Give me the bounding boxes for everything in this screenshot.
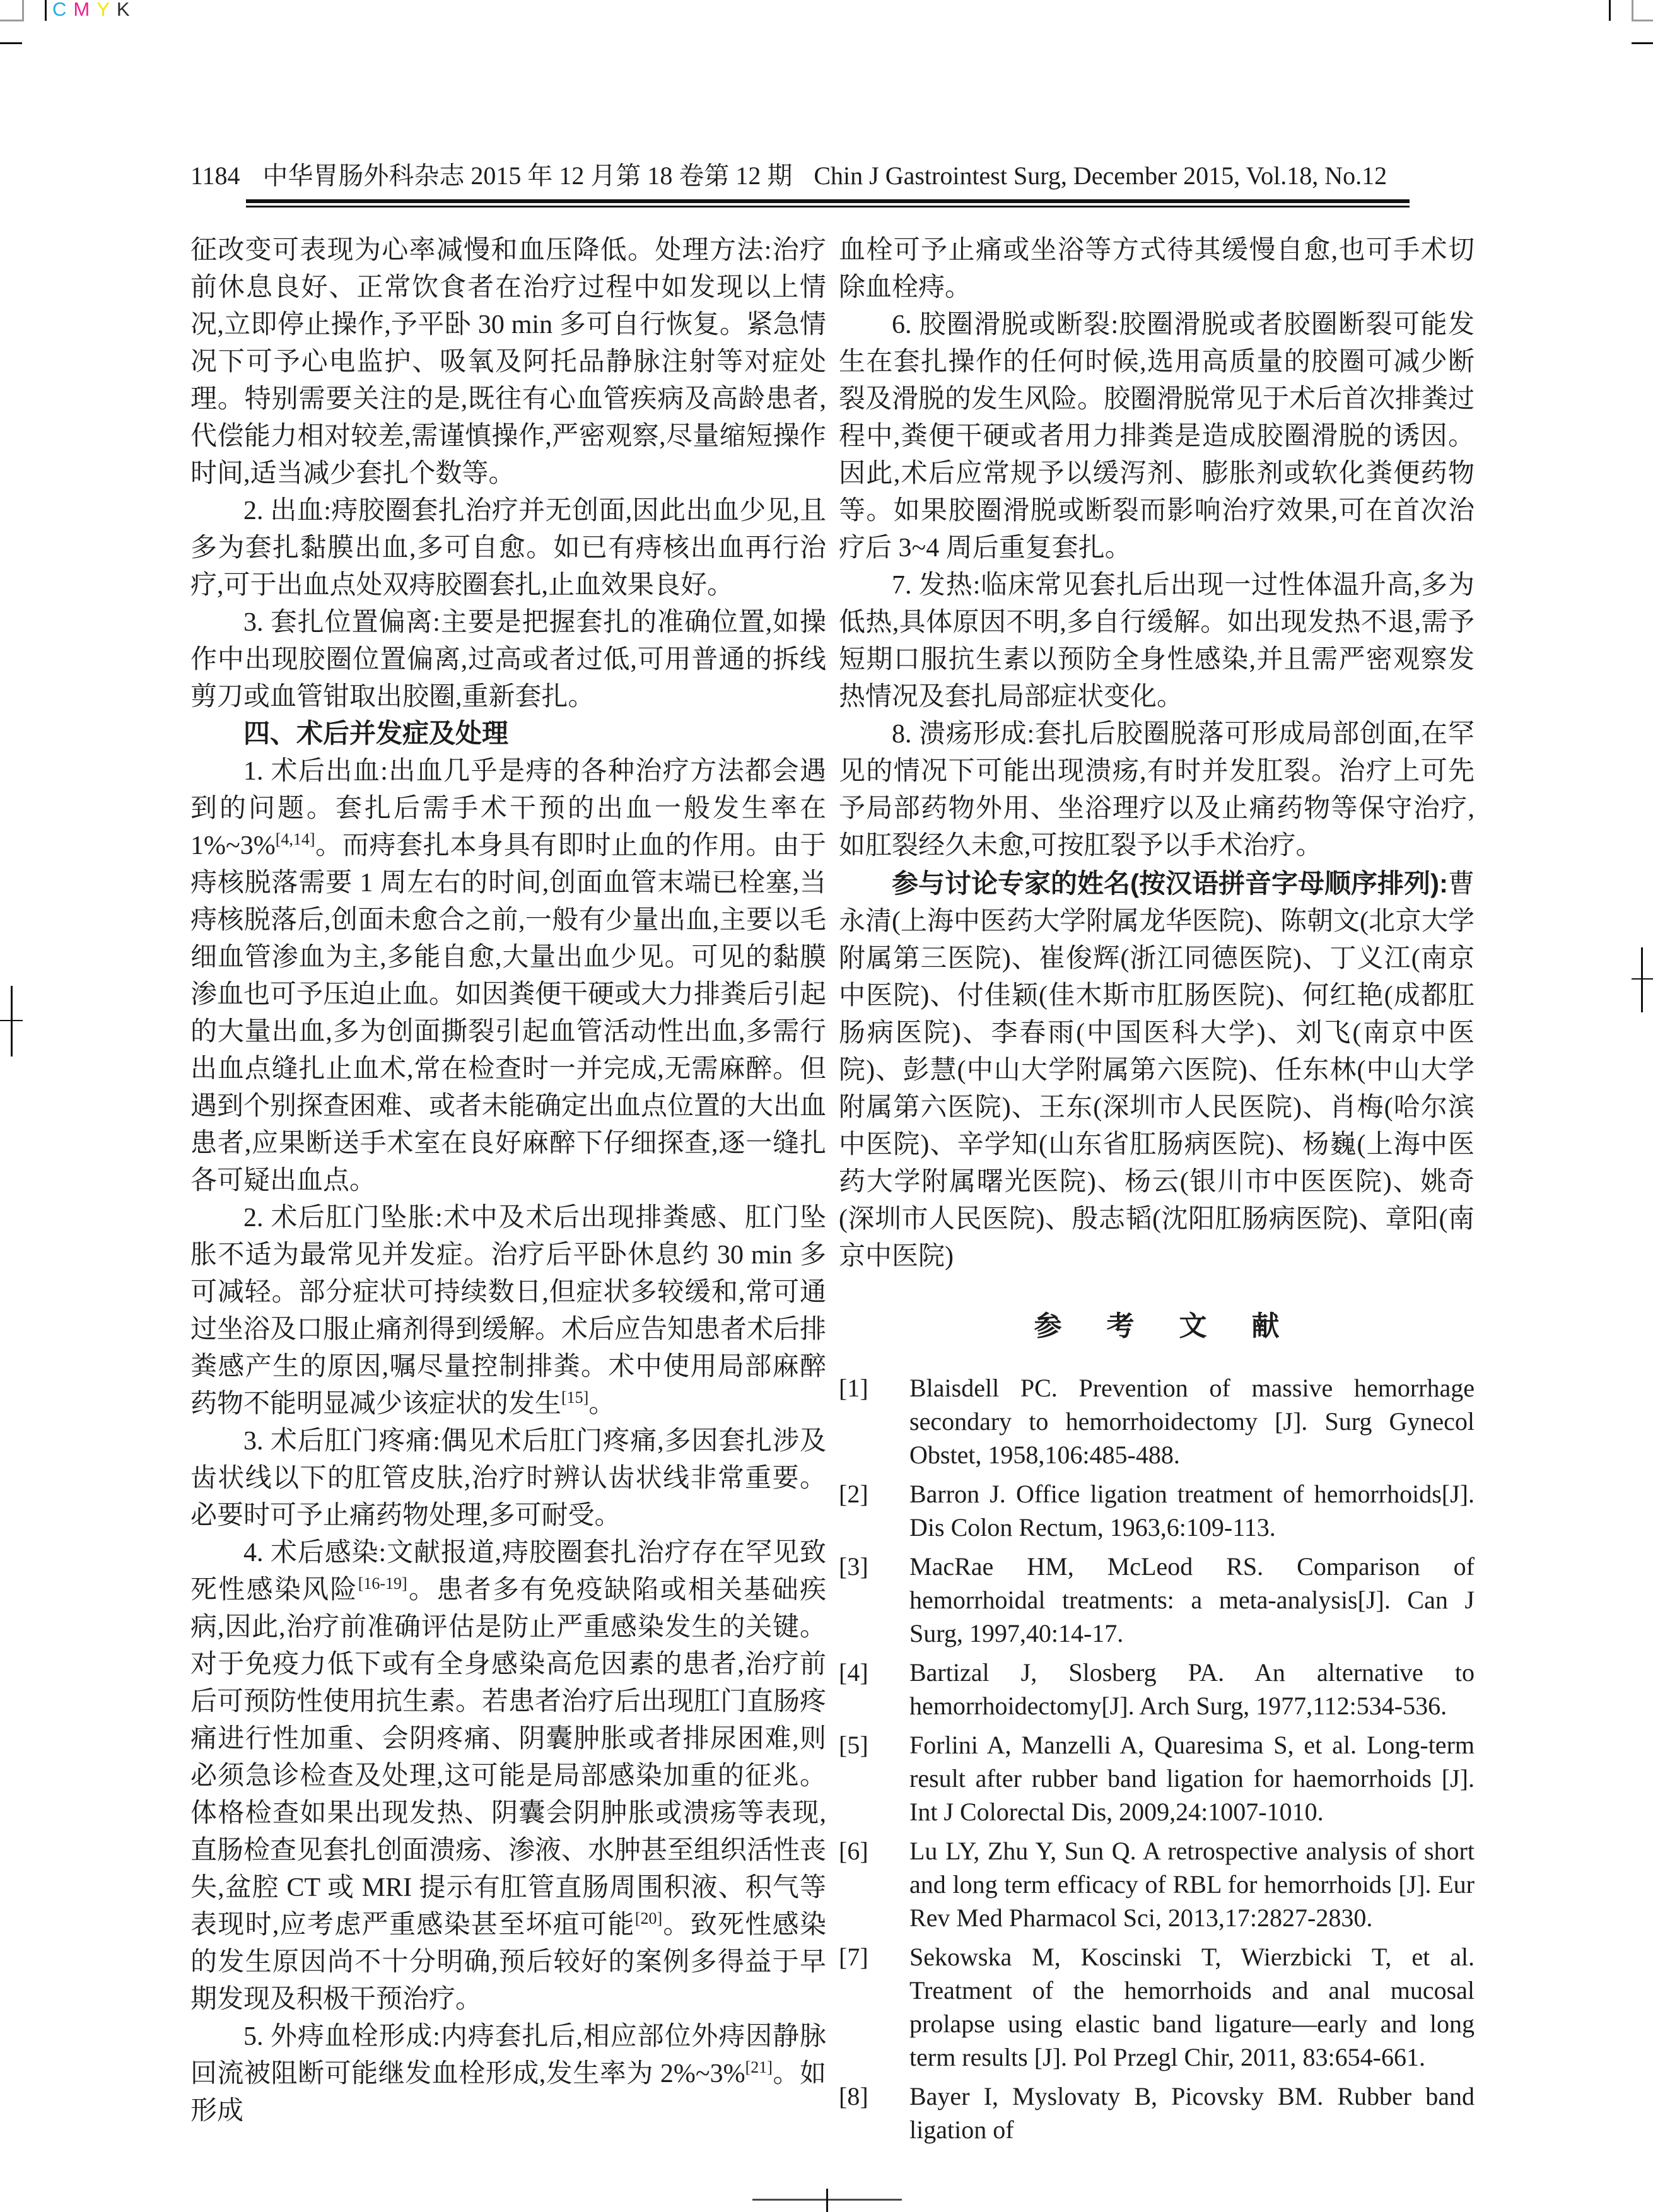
paragraph-ulcer-formation bbox=[839, 716, 1475, 865]
crop-line-top-right-horizontal bbox=[1632, 42, 1653, 44]
citation-marker: [21] bbox=[745, 2058, 773, 2076]
section-heading-text: 四、术后并发症及处理 bbox=[243, 720, 509, 749]
reference-number: [2] bbox=[839, 1480, 868, 1508]
references-title: 参 考 文 献 bbox=[1034, 1311, 1299, 1342]
page-number: 1184 bbox=[190, 161, 240, 190]
cmyk-cyan-letter: C bbox=[52, 0, 74, 20]
header-rule-thin-line bbox=[246, 206, 1410, 208]
paragraph-text: 血栓可予止痛或坐浴等方式待其缓慢自愈,也可手术切除血栓痔。 bbox=[839, 236, 1475, 302]
crop-square-top-right bbox=[1632, 0, 1653, 21]
paragraph-text: 。而痔套扎本身具有即时止血的作用。由于痔核脱落需要 1 周左右的时间,创面血管末端已栓塞,当痔核脱落后,创面未愈合之前,一般有少量出血,主要以毛细血管渗血为主,多能自愈,大量出血少见。可见的黏膜渗血也可予压迫止血。如因粪便干硬或大力排粪后引起的大量出血,多为创面撕裂引起血管活动性出血,多需行出血点缝扎止血术,常在检查时一并完成,无需麻醉。但遇到个别探查困难、或者未能确定出血点位置的大出血患者,应果断送手术室在良好麻醉下仔细探查,逐一缝扎各可疑出血点。 bbox=[190, 831, 827, 1195]
reference-text: Forlini A, Manzelli A, Quaresima S, et al. Long-term result after rubber band ligation for haemorrhoids [J]. Int J Colorectal Dis, 2009,24:1007-1010. bbox=[909, 1731, 1475, 1826]
reference-item bbox=[839, 1371, 1475, 1472]
paragraph-thrombosis bbox=[190, 2018, 826, 2130]
paragraph-text: 2. 出血:痔胶圈套扎治疗并无创面,因此出血少见,且多为套扎黏膜出血,多可自愈。如已有痔核出血再行治疗,可于出血点处双痔胶圈套扎,止血效果良好。 bbox=[190, 496, 826, 600]
register-cross-right-vertical bbox=[1641, 947, 1643, 1012]
paragraph-text: 征改变可表现为心率减慢和血压降低。处理方法:治疗前休息良好、正常饮食者在治疗过程中如发现以上情况,立即停止操作,予平卧 30 min 多可自行恢复。紧急情况下可予心电监护、吸氧及阿托品静脉注射等对症处理。特别需要关注的是,既往有心血管疾病及高龄患者,代偿能力相对较差,需谨慎操作,严密观察,尽量缩短操作时间,适当减少套扎个数等。 bbox=[190, 236, 826, 488]
references-list bbox=[839, 1371, 1475, 2146]
register-cross-bottom-vertical bbox=[826, 2189, 828, 2212]
paragraph-text: 4. 术后感染:文献报道,痔胶圈套扎治疗存在罕见致死性感染风险 bbox=[190, 1538, 826, 1605]
reference-text: Sekowska M, Koscinski T, Wierzbicki T, et al. Treatment of the hemorrhoids and anal mucosal prolapse using elastic band ligature—early and long term results [J]. Pol Przegl Chir, 2011, 83:654-661. bbox=[909, 1943, 1475, 2071]
reference-item bbox=[839, 1834, 1475, 1934]
header-rule bbox=[246, 199, 1410, 208]
reference-text: MacRae HM, McLeod RS. Comparison of hemorrhoidal treatments: a meta-analysis[J]. Can J Surg, 1997,40:14-17. bbox=[909, 1552, 1475, 1647]
citation-marker: [16-19] bbox=[358, 1574, 407, 1593]
reference-number: [6] bbox=[839, 1837, 868, 1865]
reference-number: [3] bbox=[839, 1552, 868, 1581]
running-head bbox=[190, 161, 1410, 190]
section-heading-postop-complications bbox=[190, 716, 826, 753]
reference-item bbox=[839, 1728, 1475, 1829]
paragraph-experts bbox=[839, 865, 1475, 1275]
paragraph-text: 。 bbox=[588, 1390, 616, 1419]
crop-line-top-left-vertical bbox=[45, 0, 47, 21]
header-rule-thick-line bbox=[246, 199, 1410, 203]
paragraph-text: 。致死性感染的发生原因尚不十分明确,预后较好的案例多得益于早期发现及积极干预治疗。 bbox=[190, 1911, 826, 2014]
reference-item bbox=[839, 1550, 1475, 1650]
paragraph-text: 2. 术后肛门坠胀:术中及术后出现排粪感、肛门坠胀不适为最常见并发症。治疗后平卧休息约 30 min 多可减轻。部分症状可持续数日,但症状多较缓和,常可通过坐浴及口服止痛剂得到缓解。术后应告知患者术后排粪感产生的原因,嘱尽量控制排粪。术中使用局部麻醉药物不能明显减少该症状的发生 bbox=[190, 1203, 827, 1419]
register-cross-left-vertical bbox=[11, 986, 13, 1056]
paragraph-text: 。如形成 bbox=[190, 2059, 826, 2126]
journal-title-line bbox=[240, 161, 1410, 190]
journal-title-chinese: 中华胃肠外科杂志 2015 年 12 月第 18 卷第 12 期 bbox=[262, 161, 793, 190]
experts-names: 曹永清(上海中医药大学附属龙华医院)、陈朝文(北京大学附属第三医院)、崔俊辉(浙江同德医院)、丁义江(南京中医院)、付佳颖(佳木斯市肛肠医院)、何红艳(成都肛肠病医院)、李春雨(中国医科大学)、刘飞(南京中医院)、彭慧(中山大学附属第六医院)、任东林(中山大学附属第六医院)、王东(深圳市人民医院)、肖梅(哈尔滨中医院)、辛学知(山东省肛肠病医院)、杨巍(上海中医药大学附属曙光医院)、杨云(银川市中医医院)、姚奇(深圳市人民医院)、殷志韬(沈阳肛肠病医院)、章阳(南京中医院) bbox=[839, 870, 1475, 1271]
cmyk-yellow-letter: Y bbox=[96, 0, 117, 20]
citation-marker: [15] bbox=[561, 1388, 589, 1407]
paragraph-continuation bbox=[839, 232, 1475, 307]
paragraph-text: 5. 外痔血栓形成:内痔套扎后,相应部位外痔因静脉回流被阻断可能继发血栓形成,发生率为 2%~3% bbox=[190, 2022, 826, 2088]
reference-item bbox=[839, 1477, 1475, 1544]
paragraph-continuation bbox=[190, 232, 826, 493]
reference-text: Blaisdell PC. Prevention of massive hemorrhage secondary to hemorrhoidectomy [J]. Surg Gynecol Obstet, 1958,106:485-488. bbox=[909, 1374, 1475, 1469]
reference-number: [8] bbox=[839, 2082, 868, 2110]
reference-text: Bartizal J, Slosberg PA. An alternative to hemorrhoidectomy[J]. Arch Surg, 1977,112:534-536. bbox=[909, 1658, 1475, 1720]
paragraph-fever bbox=[839, 567, 1475, 716]
citation-marker: [4,14] bbox=[275, 830, 315, 848]
reference-item bbox=[839, 2080, 1475, 2146]
reference-text: Barron J. Office ligation treatment of hemorrhoids[J]. Dis Colon Rectum, 1963,6:109-113. bbox=[909, 1480, 1475, 1542]
citation-marker: [20] bbox=[634, 1909, 663, 1928]
journal-title-english: Chin J Gastrointest Surg, December 2015, Vol.18, No.12 bbox=[814, 161, 1387, 190]
paragraph-text: 6. 胶圈滑脱或断裂:胶圈滑脱或者胶圈断裂可能发生在套扎操作的任何时候,选用高质量的胶圈可减少断裂及滑脱的发生风险。胶圈滑脱常见于术后首次排粪过程中,粪便干硬或者用力排粪是造成胶圈滑脱的诱因。因此,术后应常规予以缓泻剂、膨胀剂或软化粪便药物等。如果胶圈滑脱或断裂而影响治疗效果,可在首次治疗后 3~4 周后重复套扎。 bbox=[839, 310, 1475, 563]
cmyk-color-bar bbox=[52, 0, 137, 20]
cmyk-black-letter: K bbox=[116, 0, 137, 20]
reference-number: [4] bbox=[839, 1658, 868, 1687]
paragraph-text: 1. 术后出血:出血几乎是痔的各种治疗方法都会遇到的问题。套扎后需手术干预的出血一般发生率在 1%~3% bbox=[190, 757, 826, 860]
left-column bbox=[190, 232, 826, 2130]
paragraph-text: 。患者多有免疫缺陷或相关基础疾病,因此,治疗前准确评估是防止严重感染发生的关键。对于免疫力低下或有全身感染高危因素的患者,治疗前后可预防性使用抗生素。若患者治疗后出现肛门直肠疼痛进行性加重、会阴疼痛、阴囊肿胀或者排尿困难,则必须急诊检查及处理,这可能是局部感染加重的征兆。体格检查如果出现发热、阴囊会阴肿胀或溃疡等表现,直肠检查见套扎创面溃疡、渗液、水肿甚至组织活性丧失,盆腔 CT 或 MRI 提示有肛管直肠周围积液、积气等表现时,应考虑严重感染甚至坏疽可能 bbox=[190, 1576, 827, 1940]
paragraph-text: 3. 术后肛门疼痛:偶见术后肛门疼痛,多因套扎涉及齿状线以下的肛管皮肤,治疗时辨认齿状线非常重要。必要时可予止痛药物处理,多可耐受。 bbox=[190, 1427, 826, 1530]
paragraph-anal-distension bbox=[190, 1200, 826, 1423]
reference-item bbox=[839, 1940, 1475, 2074]
paragraph-band-slippage bbox=[839, 307, 1475, 567]
paragraph-text: 7. 发热:临床常见套扎后出现一过性体温升高,多为低热,具体原因不明,多自行缓解。如出现发热不退,需予短期口服抗生素以预防全身性感染,并且需严密观察发热情况及套扎局部症状变化。 bbox=[839, 571, 1475, 711]
reference-text: Lu LY, Zhu Y, Sun Q. A retrospective analysis of short and long term efficacy of RBL for hemorrhoids [J]. Eur Rev Med Pharmacol Sci, 2013,17:2827-2830. bbox=[909, 1837, 1475, 1932]
paragraph-text: 8. 溃疡形成:套扎后胶圈脱落可形成局部创面,在罕见的情况下可能出现溃疡,有时并发肛裂。治疗上可先予局部药物外用、坐浴理疗以及止痛药物等保守治疗,如肛裂经久未愈,可按肛裂予以手术治疗。 bbox=[839, 720, 1475, 860]
crop-line-top-right-vertical bbox=[1609, 0, 1611, 21]
paragraph-postop-infection bbox=[190, 1535, 826, 2018]
cmyk-magenta-letter: M bbox=[73, 0, 97, 20]
paragraph-text: 3. 套扎位置偏离:主要是把握套扎的准确位置,如操作中出现胶圈位置偏离,过高或者过低,可用普通的拆线剪刀或血管钳取出胶圈,重新套扎。 bbox=[190, 608, 826, 711]
reference-item bbox=[839, 1656, 1475, 1723]
crop-square-top-left bbox=[0, 0, 24, 21]
reference-number: [5] bbox=[839, 1731, 868, 1759]
reference-number: [7] bbox=[839, 1943, 868, 1971]
reference-number: [1] bbox=[839, 1374, 868, 1402]
right-column bbox=[839, 232, 1475, 2152]
experts-label: 参与讨论专家的姓名(按汉语拼音字母顺序排列): bbox=[892, 869, 1448, 898]
paragraph-anal-pain bbox=[190, 1423, 826, 1535]
paragraph-postop-bleeding bbox=[190, 753, 826, 1200]
reference-text: Bayer I, Myslovaty B, Picovsky BM. Rubber band ligation of bbox=[909, 2082, 1475, 2144]
paragraph-band-position bbox=[190, 604, 826, 716]
crop-line-top-left-horizontal bbox=[0, 42, 22, 44]
paragraph-bleeding bbox=[190, 493, 826, 604]
